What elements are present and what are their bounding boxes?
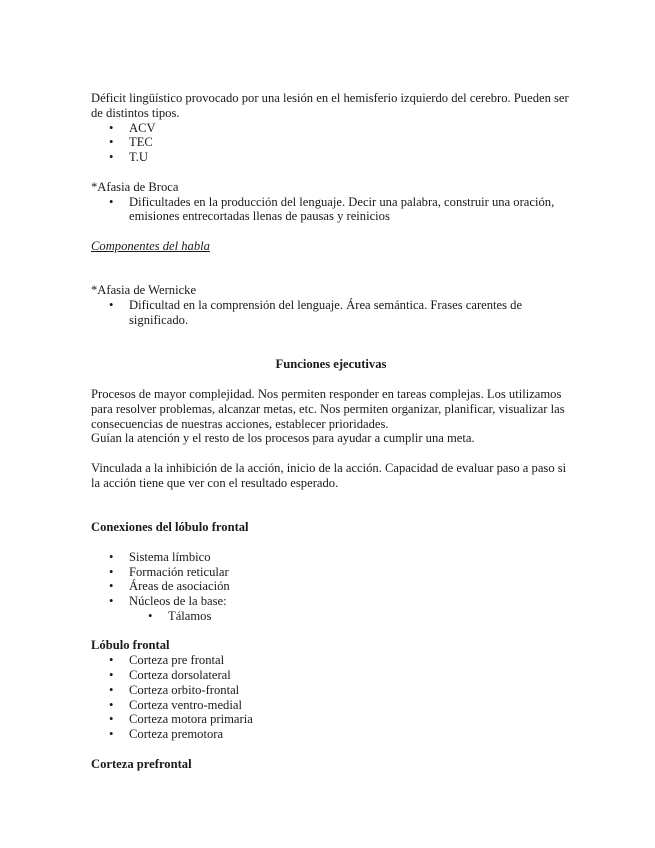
list-item: • ACV — [91, 121, 571, 136]
list-item: • Formación reticular — [91, 565, 571, 580]
list-item: • Dificultad en la comprensión del lenguaje. Área semántica. Frases carentes de significado. — [91, 298, 571, 328]
list-item: • Corteza motora primaria — [91, 712, 571, 727]
wernicke-list — [91, 298, 571, 328]
list-item: • T.U — [91, 150, 571, 165]
list-item: • Núcleos de la base: — [91, 594, 571, 609]
intro-paragraph: Déficit lingüístico provocado por una lesión en el hemisferio izquierdo del cerebro. Pueden ser de distintos tipos. — [91, 91, 569, 120]
list-item: • Sistema límbico — [91, 550, 571, 565]
list-item: • Corteza pre frontal — [91, 653, 571, 668]
list-item: • TEC — [91, 135, 571, 150]
list-item: • Corteza dorsolateral — [91, 668, 571, 683]
document-page — [91, 91, 571, 772]
injury-types-list — [91, 121, 571, 165]
componentes-heading: Componentes del habla — [91, 238, 210, 253]
wernicke-heading: *Afasia de Wernicke — [91, 283, 197, 298]
broca-list — [91, 195, 571, 225]
list-item: • Tálamos — [91, 609, 571, 624]
list-item: • Corteza orbito-frontal — [91, 683, 571, 698]
lobulo-list — [91, 653, 571, 742]
conexiones-list — [91, 550, 571, 609]
lobulo-heading: Lóbulo frontal — [91, 638, 170, 653]
funciones-title: Funciones ejecutivas — [275, 357, 387, 372]
prefrontal-heading: Corteza prefrontal — [91, 756, 192, 771]
list-item: • Corteza premotora — [91, 727, 571, 742]
list-item: • Corteza ventro-medial — [91, 698, 571, 713]
conexiones-sublist — [91, 609, 571, 624]
broca-heading: *Afasia de Broca — [91, 179, 179, 194]
funciones-paragraph-1: Procesos de mayor complejidad. Nos permiten responder en tareas complejas. Los utilizamos para resolver problemas, alcanzar metas, etc. Nos permiten organizar, planificar, visualizar las consecuencias de nuestras acciones, establecer prioridades. — [91, 386, 565, 431]
list-item: • Dificultades en la producción del lenguaje. Decir una palabra, construir una oración, emisiones entrecortadas llenas de pausas y reinicios — [91, 195, 571, 225]
conexiones-heading: Conexiones del lóbulo frontal — [91, 520, 249, 535]
list-item: • Áreas de asociación — [91, 579, 571, 594]
funciones-paragraph-3: Vinculada a la inhibición de la acción, inicio de la acción. Capacidad de evaluar paso a paso si la acción tiene que ver con el resultado esperado. — [91, 460, 567, 490]
funciones-paragraph-2: Guían la atención y el resto de los procesos para ayudar a cumplir una meta. — [91, 431, 475, 446]
